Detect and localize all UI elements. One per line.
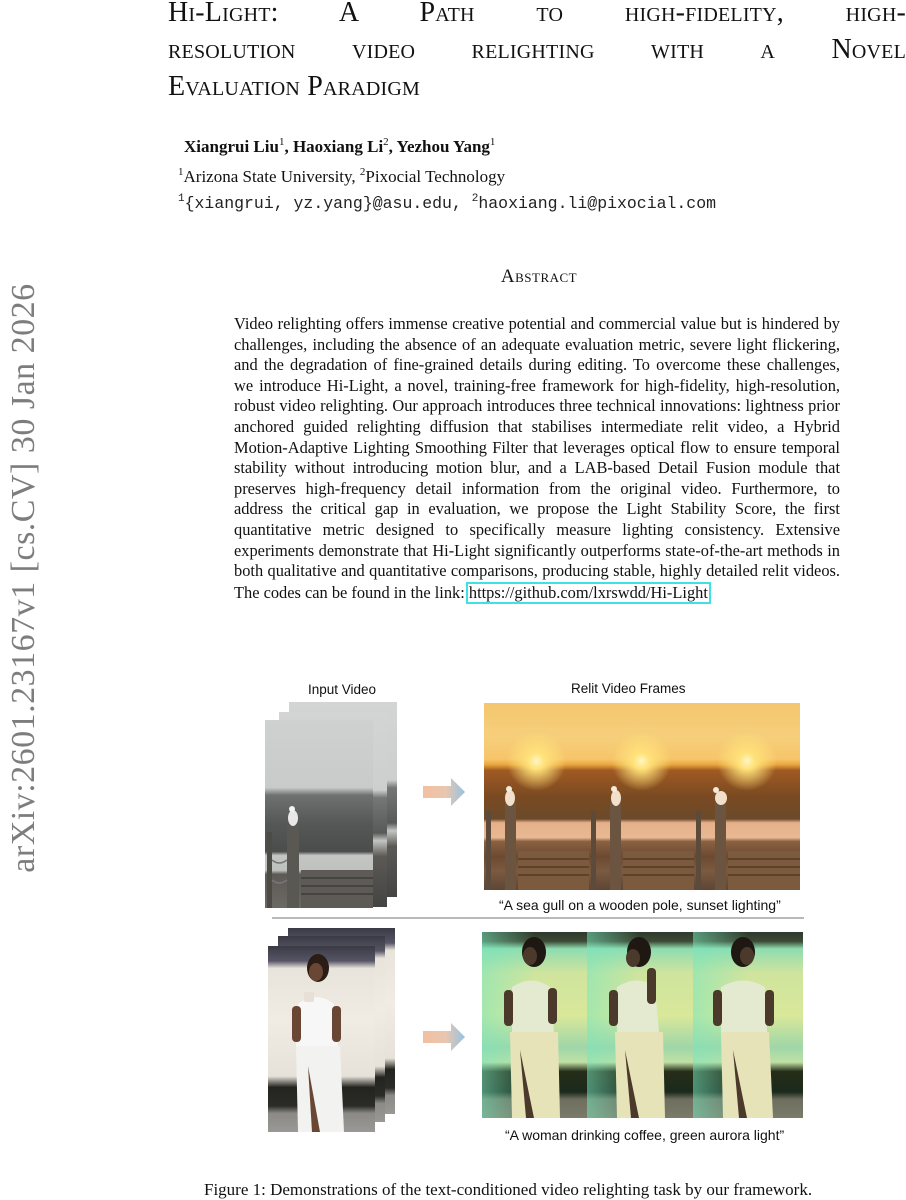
arxiv-identifier-stamp	[2, 248, 46, 908]
figure-caption: Figure 1: Demonstrations of the text-conditioned video relighting task by our framework.	[204, 1180, 813, 1199]
paper-title	[168, 0, 906, 105]
affiliation-mark: 1	[489, 136, 496, 148]
gull-scene-graphic	[265, 720, 373, 908]
title-line-1: Hi-Light: A Path to high-fidelity, high-	[168, 0, 906, 28]
affiliation-name: Arizona State University,	[183, 167, 356, 186]
transform-arrow-icon	[423, 1023, 465, 1051]
affiliation-mark: 2	[383, 136, 389, 148]
author-name: Yezhou Yang	[396, 137, 490, 156]
relit-frames-label: Relit Video Frames	[571, 681, 686, 696]
input-frame	[265, 720, 373, 908]
relit-frame	[589, 703, 694, 890]
title-line-2: resolution video relighting with a Novel	[168, 34, 906, 65]
affiliations	[178, 166, 505, 187]
author-name: Haoxiang Li	[292, 137, 384, 156]
transform-arrow-icon	[423, 778, 465, 806]
abstract-heading: Abstract	[500, 266, 578, 287]
abstract-text: Video relighting offers immense creative potential and commercial value but is hindered by challenges, including the absence of an adequate evaluation metric, severe light flickering, and the degradation of fine-grained details during editing. To overcome these challenges, we introduce Hi-Light, a novel, training-free framework for high-fidelity, high-resolution, robust video relighting. Our approach introduces three technical innovations: lightness prior anchored guided relighting diffusion that stabilises intermediate relit video, a Hybrid Motion-Adaptive Lighting Smoothing Filter that leverages optical flow to ensure temporal stability without introducing motion blur, and a LAB-based Detail Fusion module that preserves high-frequency detail information from the original video. Furthermore, to address the critical gap in evaluation, we propose the Light Stability Score, the first quantitative metric designed to specifically measure lighting consistency. Extensive experiments demonstrate that Hi-Light significantly outperforms state-of-the-art methods in both qualitative and quantitative comparisons, producing stable, highly detailed relit videos. The codes can be found in the link:	[234, 314, 840, 602]
arxiv-stamp-text: arXiv:2601.23167v1 [cs.CV] 30 Jan 2026	[5, 283, 42, 873]
relit-frame	[484, 703, 589, 890]
relit-frame	[482, 932, 587, 1118]
author-list: Xiangrui Liu$^1$, Haoxiang Li$^2$, Yezhou Yang$^1$	[184, 136, 496, 156]
author-name: Xiangrui Liu	[184, 137, 279, 156]
github-link[interactable]: https://github.com/lxrswdd/Hi-Light	[466, 582, 711, 604]
author-emails	[178, 193, 716, 213]
prompt-text-gull: “A sea gull on a wooden pole, sunset lighting”	[499, 897, 781, 913]
gull-scene-graphic	[589, 703, 694, 890]
relit-frame	[587, 932, 693, 1118]
woman-scene-graphic	[268, 946, 375, 1132]
input-frame	[268, 946, 375, 1132]
affiliation-mark: 1	[178, 166, 184, 178]
woman-scene-graphic	[482, 932, 587, 1118]
affiliation-name: Pixocial Technology	[365, 167, 506, 186]
relit-frame	[694, 703, 800, 890]
email-address: haoxiang.li@pixocial.com	[478, 194, 717, 213]
affiliation-mark: 2	[471, 193, 479, 205]
relit-frame	[693, 932, 803, 1118]
prompt-text-woman: “A woman drinking coffee, green aurora light”	[505, 1127, 785, 1143]
figure-row-divider	[272, 917, 804, 919]
woman-scene-graphic	[693, 932, 803, 1118]
input-video-label: Input Video	[308, 682, 377, 697]
affiliation-mark: 2	[359, 166, 366, 178]
gull-scene-graphic	[484, 703, 589, 890]
affiliation-mark: 1	[178, 193, 185, 205]
woman-scene-graphic	[587, 932, 693, 1118]
affiliation-mark: 1	[278, 136, 285, 148]
title-line-3: Evaluation Paradigm	[168, 71, 420, 102]
abstract-body	[234, 314, 840, 604]
gull-scene-graphic	[694, 703, 800, 890]
email-address: {xiangrui, yz.yang}@asu.edu,	[184, 194, 462, 213]
